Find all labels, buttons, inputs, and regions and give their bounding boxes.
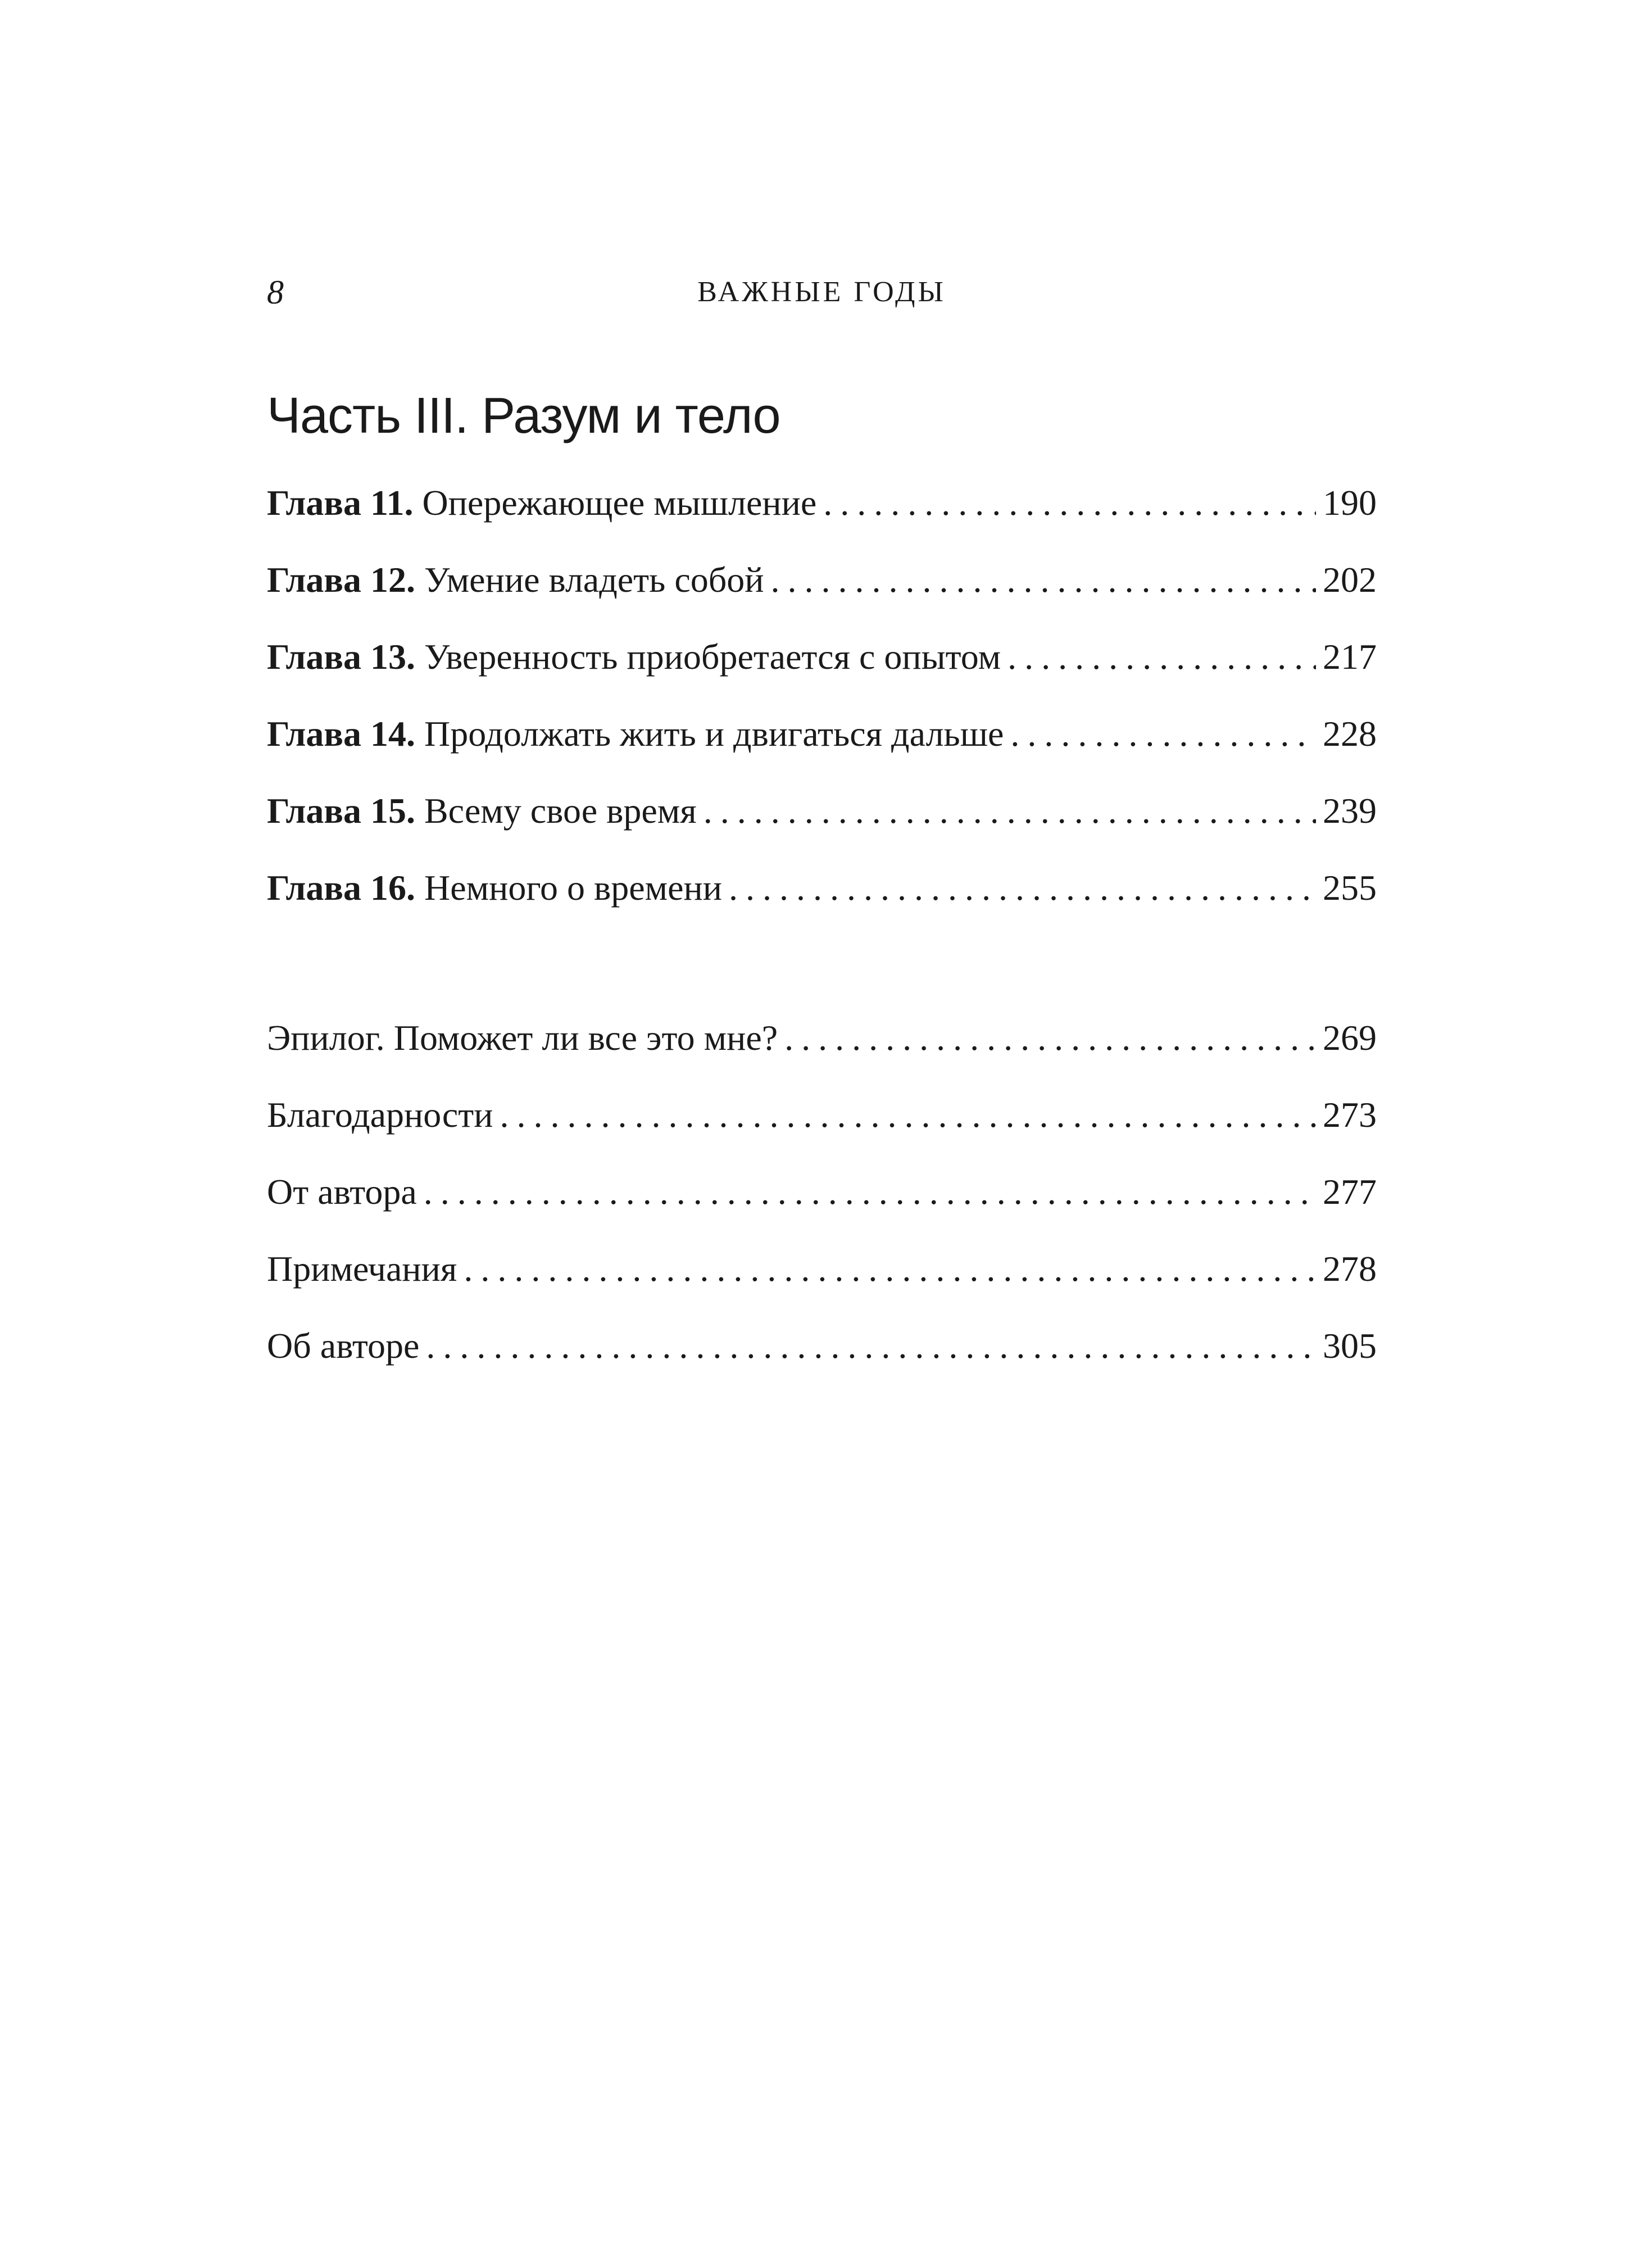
dot-leader <box>500 1087 1317 1143</box>
toc-page-number: 273 <box>1323 1095 1377 1135</box>
toc-entry <box>267 1087 1377 1164</box>
toc-entry <box>267 1241 1377 1318</box>
chapter-title: Опережающее мышление <box>422 483 817 523</box>
chapter-label: Глава 16. <box>267 868 415 908</box>
chapter-title: Уверенность приобретается с опытом <box>424 637 1001 677</box>
toc-page-number: 202 <box>1323 560 1377 600</box>
toc-entry-title <box>267 475 816 531</box>
chapter-label: Глава 13. <box>267 637 415 677</box>
toc-entry <box>267 552 1377 629</box>
chapter-title: Продолжать жить и двигаться дальше <box>424 714 1004 754</box>
running-title: ВАЖНЫЕ ГОДЫ <box>697 276 946 308</box>
chapter-title: Всему свое время <box>424 791 697 831</box>
toc-entry-title <box>267 706 1004 762</box>
toc-entry <box>267 475 1377 552</box>
toc-page-number: 255 <box>1323 868 1377 908</box>
dot-leader <box>424 1164 1316 1220</box>
toc-entry-title: Благодарности <box>267 1095 493 1135</box>
dot-leader <box>823 475 1316 531</box>
toc-entry <box>267 860 1377 937</box>
toc-chapters <box>267 475 1377 937</box>
toc-entry-title <box>267 629 1001 685</box>
toc-entry <box>267 1010 1377 1087</box>
dot-leader <box>426 1318 1316 1374</box>
toc-page-number: 239 <box>1323 791 1377 831</box>
toc-entry <box>267 706 1377 783</box>
toc-entry-title <box>267 552 764 608</box>
toc-entry-title: Примечания <box>267 1249 457 1289</box>
toc-entry-title: От автора <box>267 1172 417 1212</box>
dot-leader <box>771 552 1316 608</box>
dot-leader <box>729 860 1316 916</box>
toc-page-number: 269 <box>1323 1018 1377 1058</box>
toc-page-number: 190 <box>1323 483 1377 523</box>
toc-entry-title <box>267 783 697 839</box>
toc-entry-title <box>267 860 722 916</box>
toc-entry <box>267 783 1377 860</box>
chapter-title: Немного о времени <box>424 868 723 908</box>
toc-page-number: 277 <box>1323 1172 1377 1212</box>
dot-leader <box>784 1010 1316 1066</box>
toc-page-number: 278 <box>1323 1249 1377 1289</box>
dot-leader <box>1010 706 1316 762</box>
toc-page-number: 305 <box>1323 1326 1377 1366</box>
dot-leader <box>704 783 1316 839</box>
toc-entry <box>267 1318 1377 1395</box>
chapter-label: Глава 12. <box>267 560 415 600</box>
dot-leader <box>464 1241 1316 1297</box>
chapter-label: Глава 11. <box>267 483 414 523</box>
dot-leader <box>1007 629 1316 685</box>
toc-entry-title: Об авторе <box>267 1326 420 1366</box>
toc-page-number: 228 <box>1323 714 1377 754</box>
chapter-title: Умение владеть собой <box>424 560 764 600</box>
running-head <box>267 270 1377 315</box>
toc-entry <box>267 629 1377 706</box>
toc-entry-title: Эпилог. Поможет ли все это мне? <box>267 1018 778 1058</box>
chapter-label: Глава 14. <box>267 714 415 754</box>
toc-page-number: 217 <box>1323 637 1377 677</box>
toc-entry <box>267 1164 1377 1241</box>
chapter-label: Глава 15. <box>267 791 415 831</box>
toc-back-matter <box>267 1010 1377 1395</box>
part-heading: Часть III. Разум и тело <box>267 388 780 444</box>
page-number: 8 <box>267 274 284 311</box>
